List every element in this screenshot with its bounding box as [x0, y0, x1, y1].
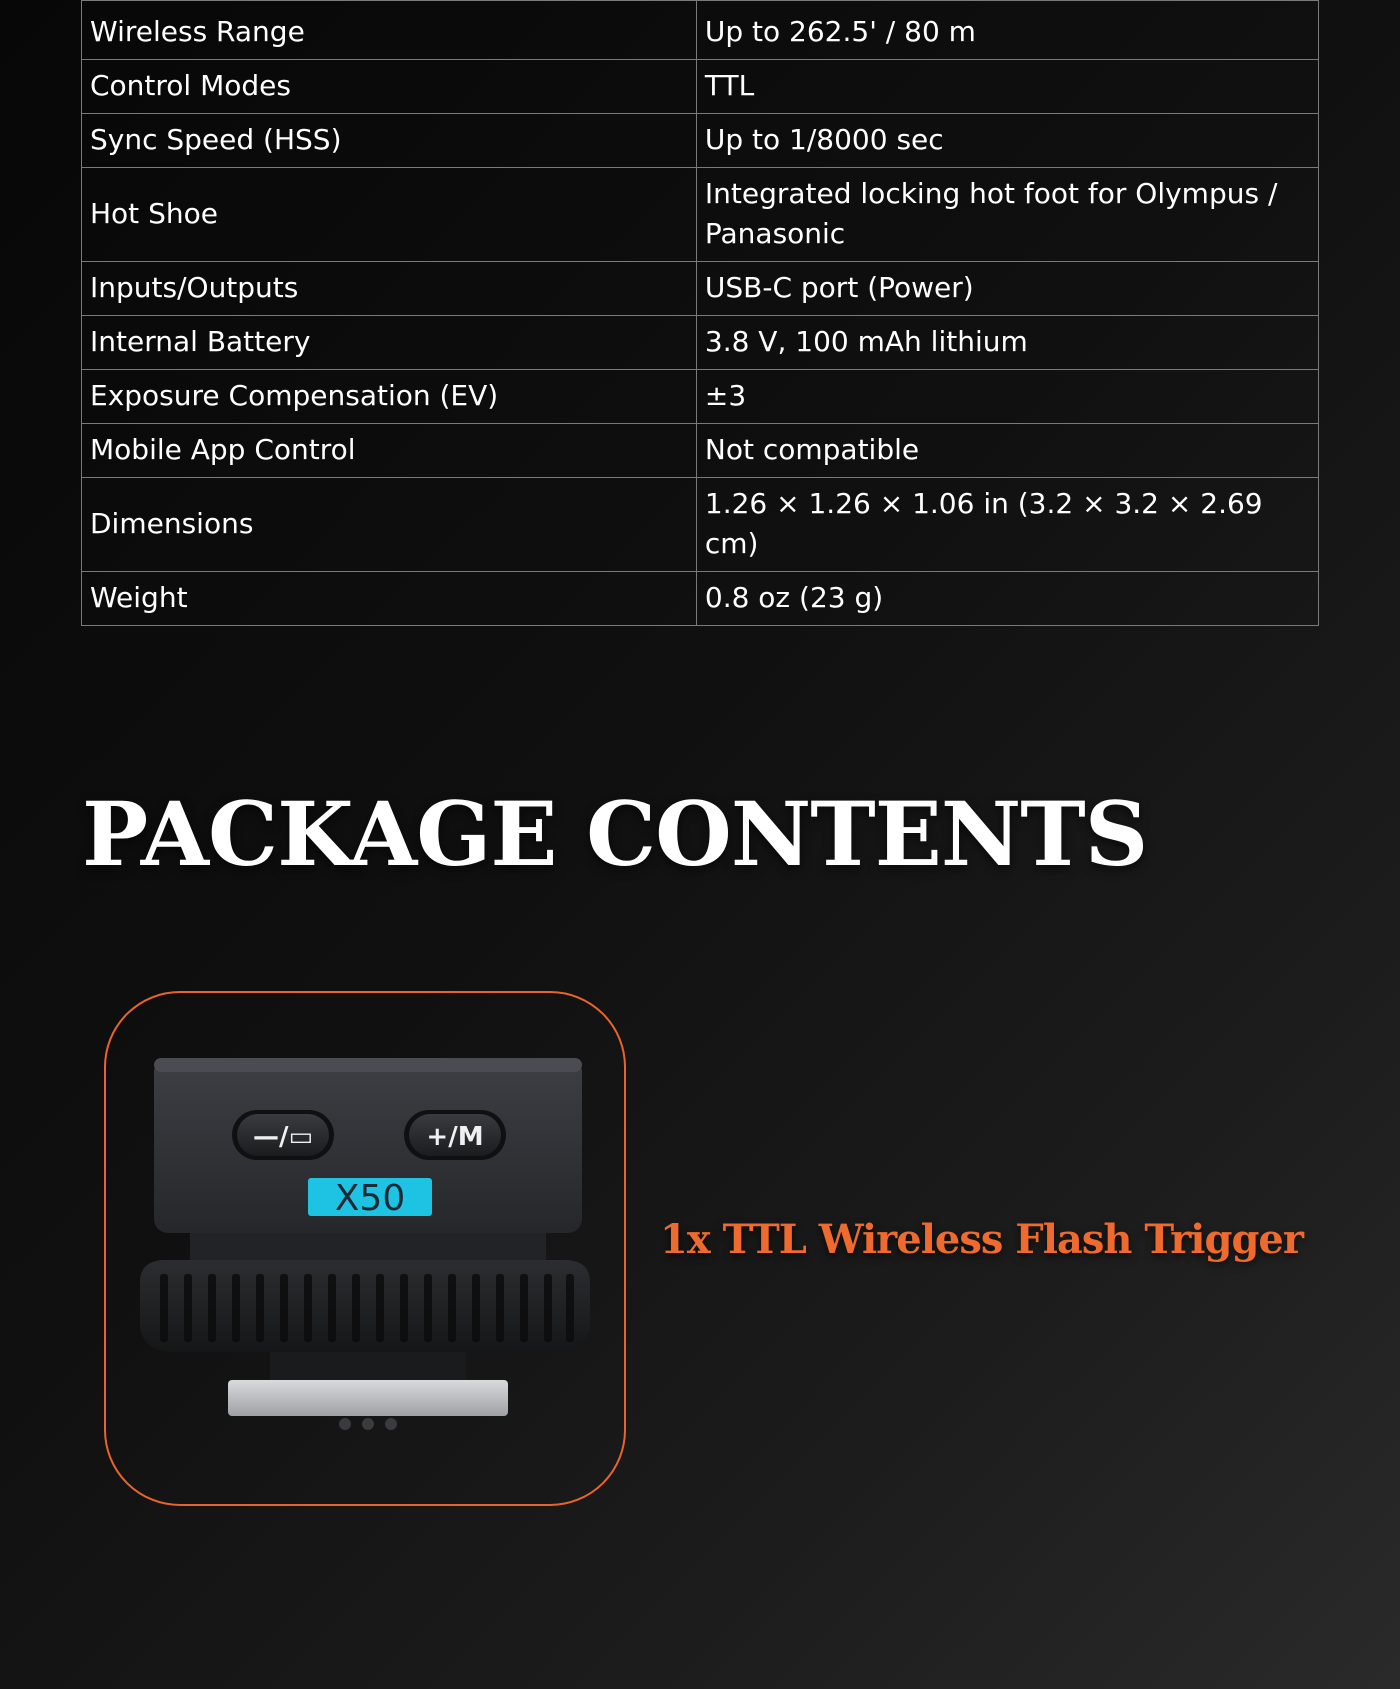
spec-row [82, 60, 1319, 114]
model-badge [308, 1178, 432, 1219]
spec-row [82, 114, 1319, 168]
package-contents-heading: PACKAGE CONTENTS [82, 782, 1148, 886]
spec-value: USB-C port (Power) [696, 262, 1318, 316]
spec-value: Up to 262.5' / 80 m [696, 1, 1318, 60]
plus-mode-button [404, 1110, 506, 1160]
spec-label: Internal Battery [82, 316, 697, 370]
spec-label: Sync Speed (HSS) [82, 114, 697, 168]
spec-row [82, 316, 1319, 370]
spec-value: Not compatible [696, 424, 1318, 478]
spec-label: Dimensions [82, 478, 697, 572]
spec-row [82, 262, 1319, 316]
plus-button-label: +/M [426, 1122, 484, 1152]
spec-value: Integrated locking hot foot for Olympus / Panasonic [696, 168, 1318, 262]
spec-row [82, 168, 1319, 262]
spec-row [82, 424, 1319, 478]
minus-button-label: —/▭ [252, 1122, 314, 1152]
package-item-label: 1x TTL Wireless Flash Trigger [660, 1216, 1303, 1263]
spec-label: Control Modes [82, 60, 697, 114]
spec-value: TTL [696, 60, 1318, 114]
flash-trigger-image [140, 1050, 590, 1440]
spec-value: 1.26 × 1.26 × 1.06 in (3.2 × 3.2 × 2.69 cm) [696, 478, 1318, 572]
spec-row [82, 572, 1319, 626]
spec-label: Inputs/Outputs [82, 262, 697, 316]
spec-label: Exposure Compensation (EV) [82, 370, 697, 424]
minus-mode-button [232, 1110, 334, 1160]
spec-table [81, 0, 1319, 626]
spec-row [82, 478, 1319, 572]
spec-value: 3.8 V, 100 mAh lithium [696, 316, 1318, 370]
model-badge-label: X50 [334, 1178, 406, 1219]
spec-label: Mobile App Control [82, 424, 697, 478]
spec-label: Hot Shoe [82, 168, 697, 262]
spec-value: ±3 [696, 370, 1318, 424]
spec-row [82, 370, 1319, 424]
spec-row [82, 1, 1319, 60]
spec-value: Up to 1/8000 sec [696, 114, 1318, 168]
spec-label: Wireless Range [82, 1, 697, 60]
spec-label: Weight [82, 572, 697, 626]
spec-value: 0.8 oz (23 g) [696, 572, 1318, 626]
